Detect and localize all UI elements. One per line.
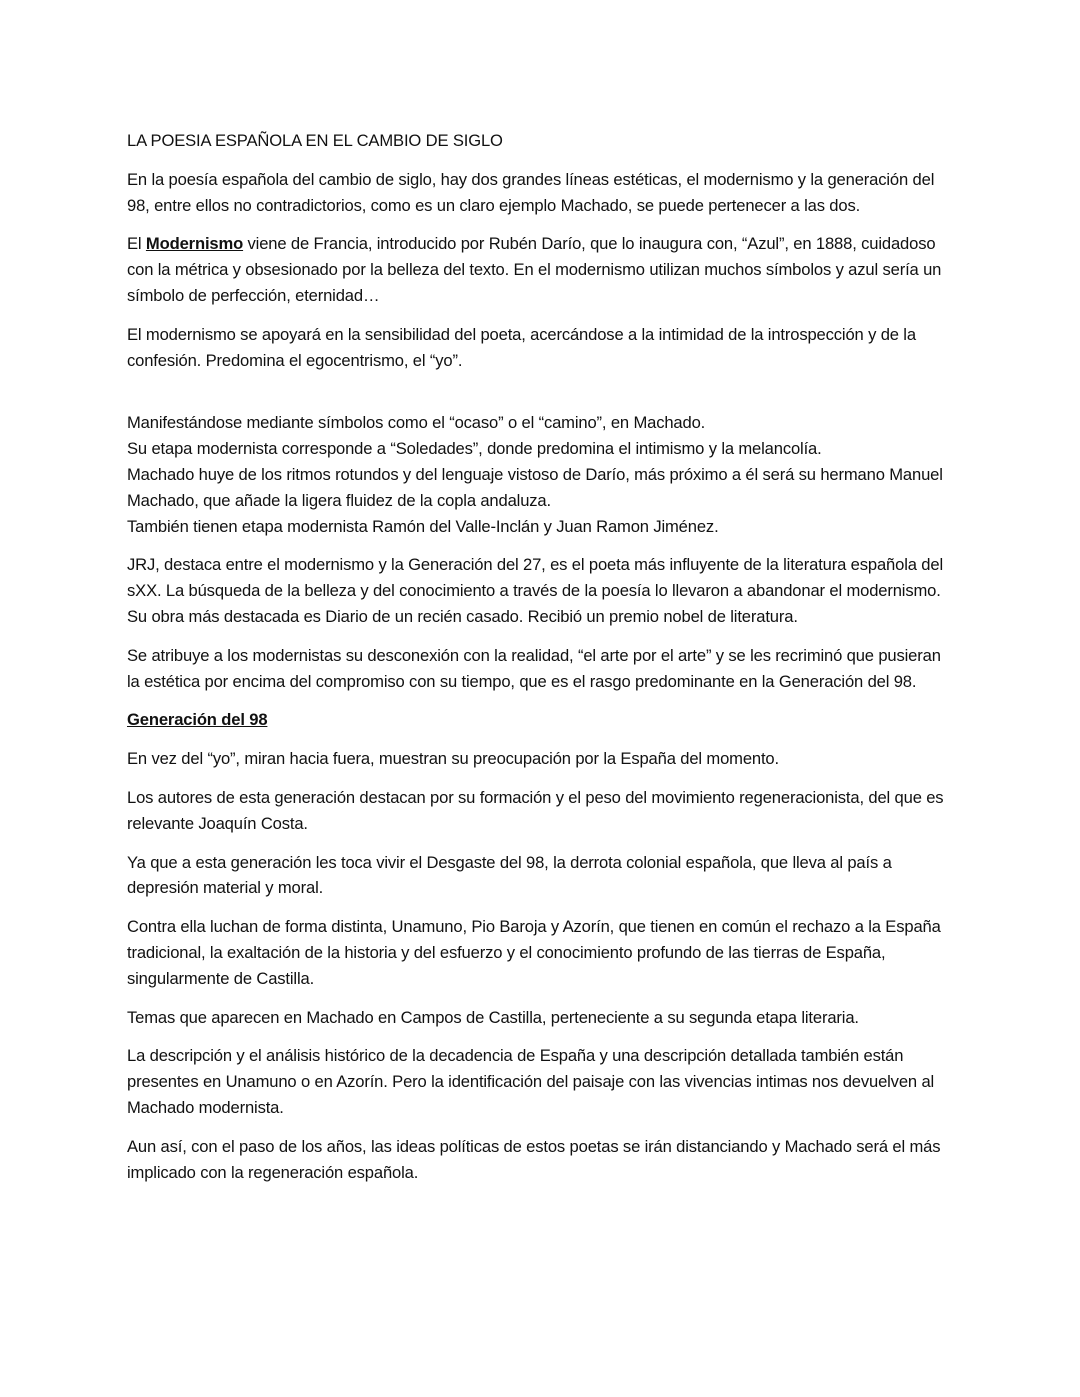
line-valle-inclan: También tienen etapa modernista Ramón del Valle-Inclán y Juan Ramon Jiménez. — [127, 516, 719, 536]
line-simbolos: Manifestándose mediante símbolos como el “ocaso” o el “camino”, en Machado. — [127, 413, 706, 433]
paragraph-temas: Temas que aparecen en Machado en Campos de Castilla, perteneciente a su segunda etapa literaria. — [127, 1007, 859, 1027]
paragraph-desgaste: Ya que a esta generación les toca vivir el Desgaste del 98, la derrota colonial española, que lleva al país a depresión material y moral. — [127, 852, 892, 898]
paragraph-descripcion: La descripción y el análisis histórico de la decadencia de España y una descripción detallada también están presentes en Unamuno o en Azorín. Pero la identificación del paisaje con las vivencias intimas nos devuelven al Machado modernista. — [127, 1046, 935, 1117]
document-body — [127, 128, 957, 1198]
paragraph-machado-lines — [127, 410, 957, 539]
paragraph-aun-asi: Aun así, con el paso de los años, las ideas políticas de estos poetas se irán distanciando y Machado será el más implicado con la regeneración española. — [127, 1136, 941, 1182]
paragraph-autores: Los autores de esta generación destacan por su formación y el peso del movimiento regeneracionista, del que es relevante Joaquín Costa. — [127, 787, 944, 833]
line-ritmos: Machado huye de los ritmos rotundos y del lenguaje vistoso de Darío, más próximo a él será su hermano Manuel Machado, que añade la ligera fluidez de la copla andaluza. — [127, 464, 943, 510]
line-soledades: Su etapa modernista corresponde a “Soledades”, donde predomina el intimismo y la melancolía. — [127, 439, 822, 459]
paragraph-sensibilidad: El modernismo se apoyará en la sensibilidad del poeta, acercándose a la intimidad de la introspección y de la confesión. Predomina el egocentrismo, el “yo”. — [127, 324, 916, 370]
document-title: LA POESIA ESPAÑOLA EN EL CAMBIO DE SIGLO — [127, 131, 503, 150]
paragraph-intro: En la poesía española del cambio de siglo, hay dos grandes líneas estéticas, el modernismo y la generación del 98, entre ellos no contradictorios, como es un claro ejemplo Machado, se puede pertenecer a las dos. — [127, 169, 935, 215]
section-heading-generacion-98: Generación del 98 — [127, 710, 268, 730]
paragraph-modernismo-lead: El — [127, 234, 146, 254]
paragraph-desconexion: Se atribuye a los modernistas su desconexión con la realidad, “el arte por el arte” y se les recriminó que pusieran la estética por encima del compromiso con su tiempo, que es el rasgo predominante en la Generación del 98. — [127, 645, 941, 691]
paragraph-modernismo-rest: viene de Francia, introducido por Rubén Darío, que lo inaugura con, “Azul”, en 1888, cuidadoso con la métrica y obsesionado por la belleza del texto. En el modernismo utilizan muchos símbolos y azul sería un símbolo de perfección, eternidad… — [127, 234, 942, 305]
modernismo-term: Modernismo — [145, 234, 244, 254]
paragraph-jrj: JRJ, destaca entre el modernismo y la Generación del 27, es el poeta más influyente de la literatura española del sXX. La búsqueda de la belleza y del conocimiento a través de la poesía lo llevaron a abandonar el modernismo. Su obra más destacada es Diario de un recién casado. Recibió un premio nobel de literatura. — [127, 555, 943, 626]
paragraph-contra-ella: Contra ella luchan de forma distinta, Unamuno, Pio Baroja y Azorín, que tienen en común el rechazo a la España tradicional, la exaltación de la historia y del esfuerzo y el conocimiento profundo de las tierras de España, singularmente de Castilla. — [127, 917, 941, 988]
paragraph-modernismo — [127, 231, 957, 308]
paragraph-yo: En vez del “yo”, miran hacia fuera, muestran su preocupación por la España del momento. — [127, 749, 779, 769]
